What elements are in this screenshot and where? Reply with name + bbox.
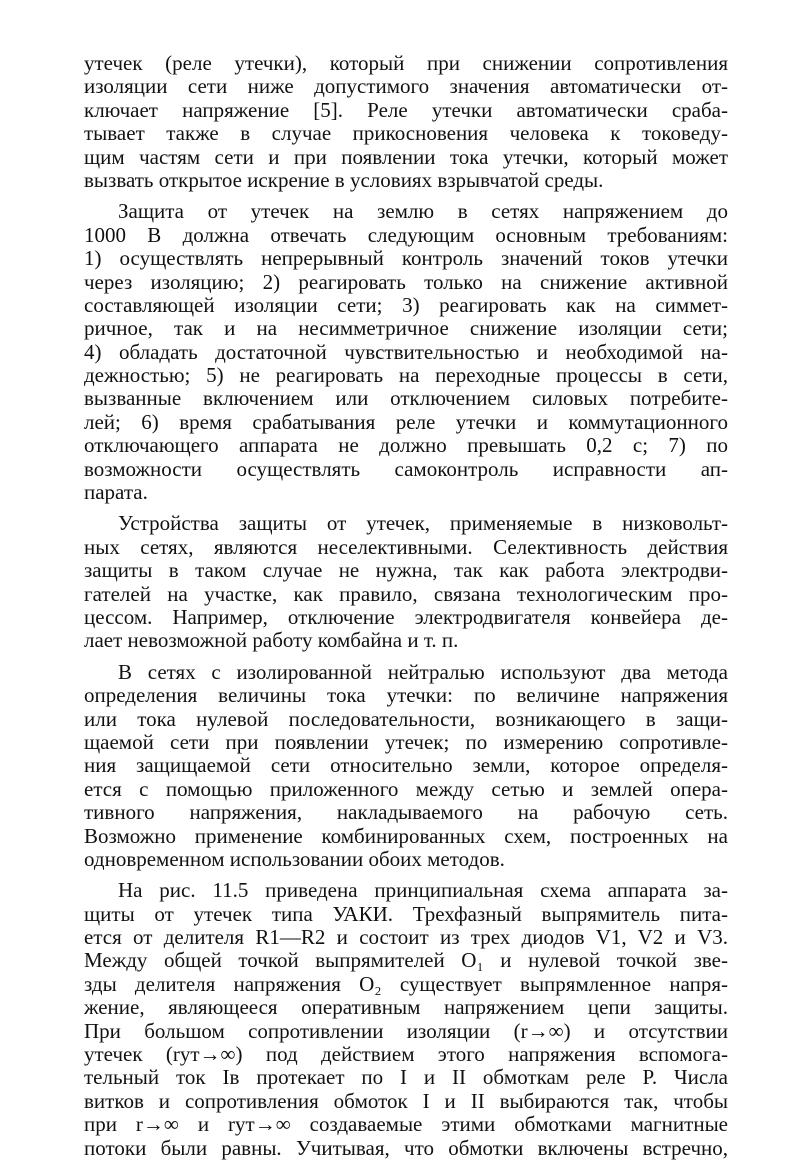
- text-line: щим частям сети и при появлении тока утечки, который может: [84, 145, 728, 169]
- text-line: утечек (реле утечки), который при снижении сопротивления: [84, 52, 728, 75]
- paragraph-1: [84, 52, 728, 192]
- paragraph-5: [84, 879, 728, 1160]
- text-line: ных сетях, являются неселективными. Селективность действия: [84, 535, 728, 559]
- text-line: или тока нулевой последовательности, возникающего в защи-: [84, 707, 728, 731]
- paragraph-4: [84, 661, 728, 872]
- text-line: На рис. 11.5 приведена принципиальная схема аппарата за-: [118, 879, 728, 903]
- text-line: возможности осуществлять самоконтроль исправности ап-: [84, 457, 728, 481]
- text-line: 1) осуществлять непрерывный контроль значений токов утечки: [84, 247, 728, 271]
- text-line: изоляции сети ниже допустимого значения автоматически от-: [84, 75, 728, 99]
- text-line: ется от делителя R1—R2 и состоит из трех диодов V1, V2 и V3.: [84, 926, 728, 950]
- text-line: ется с помощью приложенного между сетью и землей опера-: [84, 777, 728, 801]
- text-line: Устройства защиты от утечек, применяемые в низковольт-: [118, 512, 728, 536]
- text-line: ключает напряжение [5]. Реле утечки автоматически сраба-: [84, 98, 728, 122]
- paragraph-3: [84, 512, 728, 652]
- text-line: защиты в таком случае не нужна, так как работа электродви-: [84, 559, 728, 583]
- text-line: утечек (rут→∞) под действием этого напряжения вспомога-: [84, 1043, 728, 1067]
- text-line: жение, являющееся оперативным напряжением цепи защиты.: [84, 996, 728, 1020]
- text-line: цессом. Например, отключение электродвигателя конвейера де-: [84, 605, 728, 629]
- text-line: витков и сопротивления обмоток I и II выбираются так, чтобы: [84, 1089, 728, 1113]
- text-line: потоки были равны. Учитывая, что обмотки включены встречно,: [84, 1136, 728, 1160]
- text-line: щаемой сети при появлении утечек; по измерению сопротивле-: [84, 730, 728, 754]
- text-line: вызвать открытое искрение в условиях взрывчатой среды.: [84, 168, 604, 192]
- text-line: щиты от утечек типа УАКИ. Трехфазный выпрямитель пита-: [84, 902, 728, 926]
- text-line: ния защищаемой сети относительно земли, которое определя-: [84, 754, 728, 778]
- text-line: 4) обладать достаточной чувствительностью и необходимой на-: [84, 340, 728, 364]
- text-line: Защита от утечек на землю в сетях напряжением до: [118, 200, 728, 224]
- text-line: дежностью; 5) не реагировать на переходные процессы в сети,: [84, 364, 728, 388]
- text-line: тельный ток Iв протекает по I и II обмоткам реле P. Числа: [84, 1066, 728, 1090]
- text-line: парата.: [84, 481, 148, 505]
- text-line: составляющей изоляции сети; 3) реагировать как на симмет-: [84, 293, 728, 317]
- text-line: зды делителя напряжения O₂ существует выпрямленное напря-: [84, 972, 728, 996]
- document-page: [84, 52, 728, 1160]
- text-line: лей; 6) время срабатывания реле утечки и коммутационного: [84, 410, 728, 434]
- text-line: одновременном использовании обоих методов.: [84, 847, 505, 871]
- text-line: лает невозможной работу комбайна и т. п.: [84, 629, 459, 653]
- text-line: отключающего аппарата не должно превышать 0,2 с; 7) по: [84, 434, 728, 458]
- text-line: при r→∞ и rут→∞ создаваемые этими обмотками магнитные: [84, 1113, 728, 1137]
- text-line: вызванные включением или отключением силовых потребите-: [84, 387, 728, 411]
- text-line: тывает также в случае прикосновения человека к токоведу-: [84, 122, 728, 146]
- text-line: 1000 В должна отвечать следующим основным требованиям:: [84, 223, 728, 247]
- text-line: тивного напряжения, накладываемого на рабочую сеть.: [84, 801, 728, 825]
- text-line: ричное, так и на несимметричное снижение изоляции сети;: [84, 317, 728, 341]
- text-line: через изоляцию; 2) реагировать только на снижение активной: [84, 270, 728, 294]
- text-line: При большом сопротивлении изоляции (r→∞) и отсутствии: [84, 1019, 728, 1043]
- paragraph-2: [84, 200, 728, 504]
- text-line: В сетях с изолированной нейтралью используют два метода: [118, 660, 728, 684]
- text-line: гателей на участке, как правило, связана технологическим про-: [84, 582, 728, 606]
- text-line: Между общей точкой выпрямителей O₁ и нулевой точкой зве-: [84, 949, 728, 973]
- text-line: Возможно применение комбинированных схем, построенных на: [84, 824, 728, 848]
- text-line: определения величины тока утечки: по величине напряжения: [84, 684, 728, 708]
